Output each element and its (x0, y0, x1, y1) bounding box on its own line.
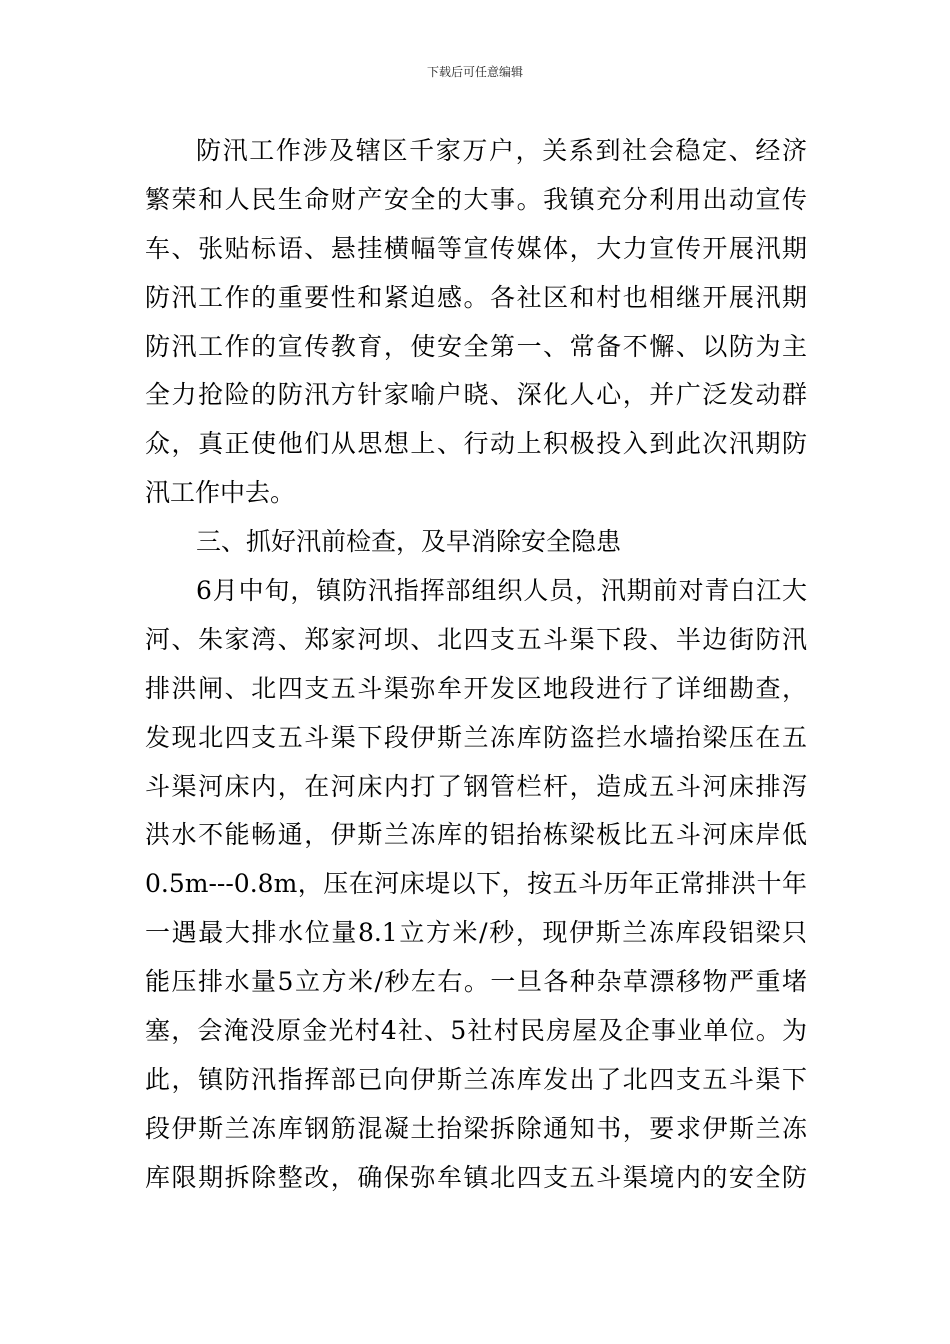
text-line: 防汛工作的重要性和紧迫感。各社区和村也相继开展汛期 (145, 282, 807, 312)
text-line: 洪水不能畅通，伊斯兰冻库的铝抬栋梁板比五斗河床岸低 (145, 820, 807, 850)
text-line: 河、朱家湾、郑家河坝、北四支五斗渠下段、半边街防汛 (145, 624, 807, 654)
text-line: 段伊斯兰冻库钢筋混凝土抬梁拆除通知书，要求伊斯兰冻 (145, 1113, 807, 1143)
text-line: 一遇最大排水位量8.1立方米/秒，现伊斯兰冻库段铝梁只 (145, 918, 807, 948)
text-line: 三、抓好汛前检查，及早消除安全隐患 (196, 527, 622, 557)
text-line: 防汛工作的宣传教育，使安全第一、常备不懈、以防为主 (145, 331, 807, 361)
text-line: 众，真正使他们从思想上、行动上积极投入到此次汛期防 (145, 429, 807, 459)
text-line: 斗渠河床内，在河床内打了钢管栏杆，造成五斗河床排泻 (145, 771, 807, 801)
page-header: 下载后可任意编辑 (426, 65, 523, 79)
text-line: 防汛工作涉及辖区千家万户，关系到社会稳定、经济 (196, 136, 807, 165)
text-line: 能压排水量5立方米/秒左右。一旦各种杂草漂移物严重堵 (145, 967, 807, 997)
text-line: 0.5m---0.8m，压在河床堤以下，按五斗历年正常排洪十年 (145, 869, 807, 899)
document-body (145, 127, 807, 1203)
text-line: 汛工作中去。 (145, 478, 296, 508)
text-line: 繁荣和人民生命财产安全的大事。我镇充分利用出动宣传 (145, 184, 807, 214)
text-line: 塞，会淹没原金光村4社、5社村民房屋及企事业单位。为 (145, 1016, 807, 1046)
text-line: 全力抢险的防汛方针家喻户晓、深化人心，并广泛发动群 (145, 380, 807, 410)
text-line: 6月中旬，镇防汛指挥部组织人员，汛期前对青白江大 (196, 576, 807, 606)
text-line: 车、张贴标语、悬挂横幅等宣传媒体，大力宣传开展汛期 (145, 233, 807, 263)
text-line: 库限期拆除整改，确保弥牟镇北四支五斗渠境内的安全防 (145, 1162, 807, 1192)
text-line: 此，镇防汛指挥部已向伊斯兰冻库发出了北四支五斗渠下 (145, 1064, 807, 1094)
text-line: 排洪闸、北四支五斗渠弥牟开发区地段进行了详细勘查， (145, 673, 807, 703)
text-line: 发现北四支五斗渠下段伊斯兰冻库防盗拦水墙抬梁压在五 (145, 722, 807, 752)
